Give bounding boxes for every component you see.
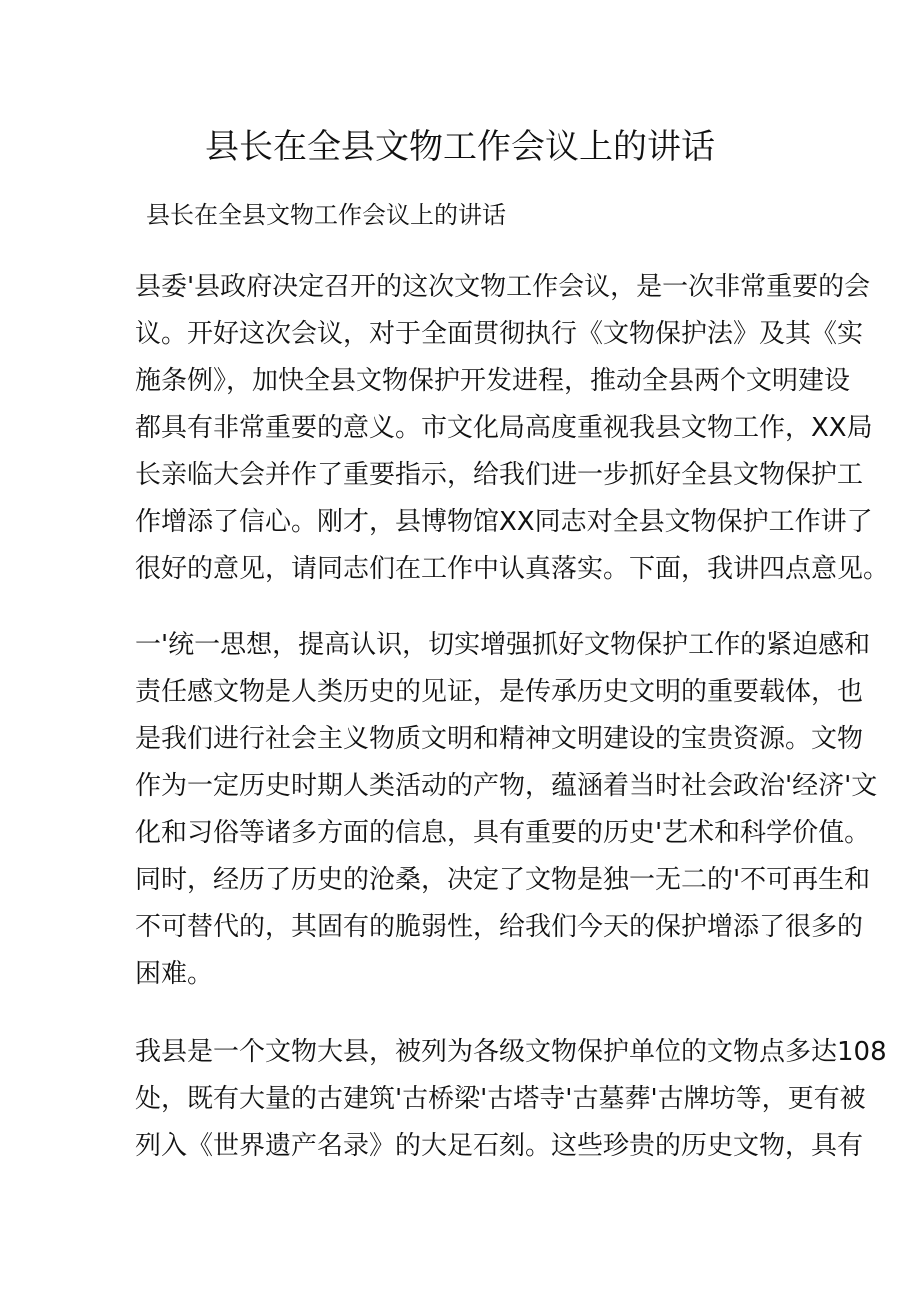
paragraph-line: 处，既有大量的古建筑'古桥梁'古塔寺'古墓葬'古牌坊等，更有被 xyxy=(135,1084,866,1114)
paragraph-county-relics xyxy=(135,1029,887,1170)
paragraph-line: 作增添了信心。刚才，县博物馆XX同志对全县文物保护工作讲了 xyxy=(135,507,873,537)
paragraph-line: 一'统一思想，提高认识，切实增强抓好文物保护工作的紧迫感和 xyxy=(135,630,871,660)
paragraph-line: 施条例》，加快全县文物保护开发进程，推动全县两个文明建设 xyxy=(135,366,851,396)
document-title: 县长在全县文物工作会议上的讲话 xyxy=(205,127,715,167)
paragraph-line: 困难。 xyxy=(135,959,214,989)
paragraph-line: 都具有非常重要的意义。市文化局高度重视我县文物工作，XX局 xyxy=(135,413,873,443)
document-subtitle: 县长在全县文物工作会议上的讲话 xyxy=(146,201,506,229)
paragraph-line: 是我们进行社会主义物质文明和精神文明建设的宝贵资源。文物 xyxy=(135,724,864,754)
paragraph-line: 列入《世界遗产名录》的大足石刻。这些珍贵的历史文物，具有 xyxy=(135,1131,864,1161)
paragraph-opening xyxy=(135,264,890,593)
paragraph-line: 议。开好这次会议，对于全面贯彻执行《文物保护法》及其《实 xyxy=(135,319,864,349)
paragraph-line: 不可替代的，其固有的脆弱性，给我们今天的保护增添了很多的 xyxy=(135,912,864,942)
paragraph-line: 我县是一个文物大县，被列为各级文物保护单位的文物点多达108 xyxy=(135,1037,887,1067)
paragraph-line: 化和习俗等诸多方面的信息，具有重要的历史'艺术和科学价值。 xyxy=(135,818,871,848)
paragraph-line: 很好的意见，请同志们在工作中认真落实。下面，我讲四点意见。 xyxy=(135,554,890,584)
paragraph-line: 同时，经历了历史的沧桑，决定了文物是独一无二的'不可再生和 xyxy=(135,865,871,895)
paragraph-line: 长亲临大会并作了重要指示，给我们进一步抓好全县文物保护工 xyxy=(135,460,864,490)
paragraph-line: 责任感文物是人类历史的见证，是传承历史文明的重要载体，也 xyxy=(135,677,864,707)
paragraph-section-one xyxy=(135,622,878,998)
paragraph-line: 县委'县政府决定召开的这次文物工作会议，是一次非常重要的会 xyxy=(135,272,871,302)
paragraph-line: 作为一定历史时期人类活动的产物，蕴涵着当时社会政治'经济'文 xyxy=(135,771,878,801)
